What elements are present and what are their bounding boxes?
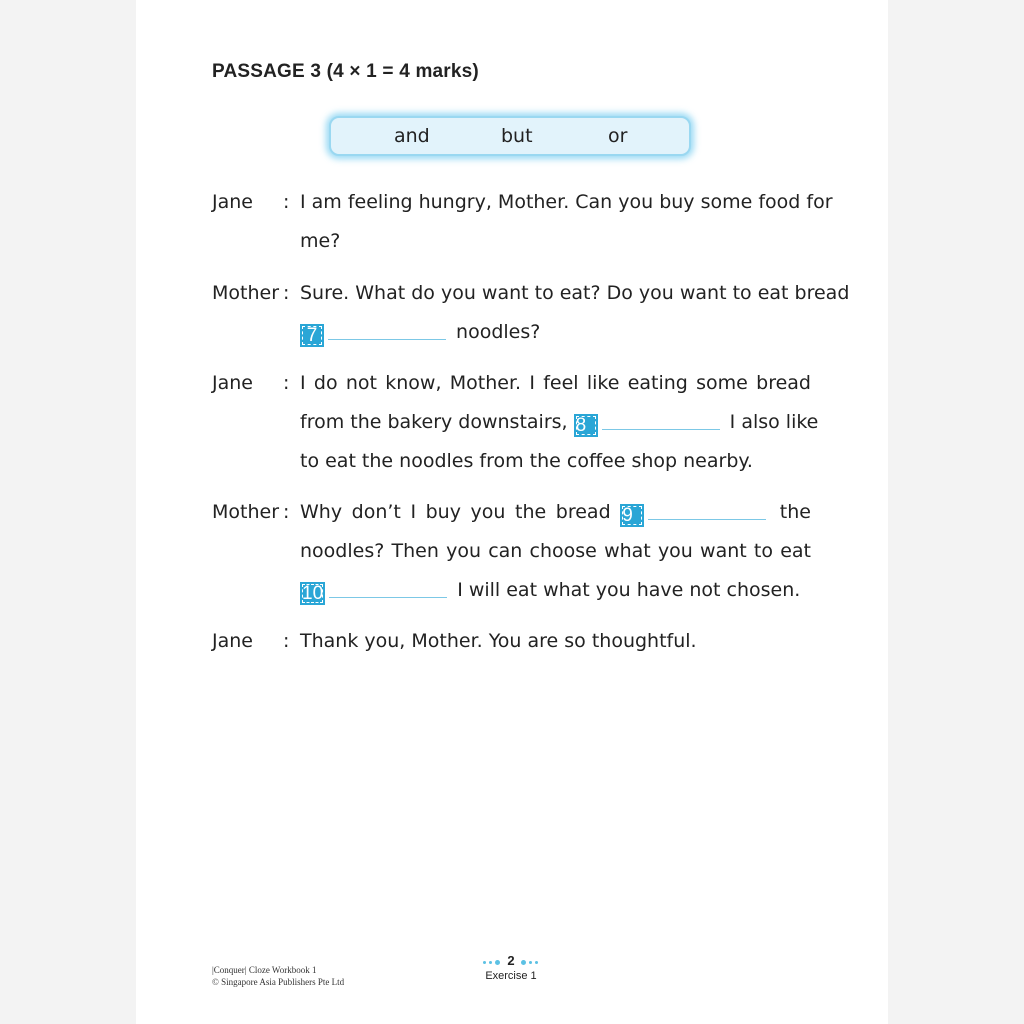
dialogue-text: I will eat what you have not chosen. <box>457 579 801 601</box>
dialogue-line: noodles? Then you can choose what you want to eat <box>300 540 811 562</box>
dot-icon <box>535 961 538 964</box>
answer-blank-10[interactable] <box>329 579 447 598</box>
dot-icon <box>489 961 492 964</box>
speaker-jane-2: Jane <box>212 372 253 394</box>
dialogue-text: Why don’t I buy you the bread <box>300 501 611 523</box>
word-bank-but: but <box>501 125 533 147</box>
dialogue-line: me? <box>300 230 341 252</box>
dialogue-line: Thank you, Mother. You are so thoughtful. <box>300 630 697 652</box>
dialogue-line <box>300 410 819 437</box>
dialogue-line: to eat the noodles from the coffee shop nearby. <box>300 450 753 472</box>
question-number-10: 10 <box>302 583 324 604</box>
footer-book-title: |Conquer| Cloze Workbook 1 <box>212 965 317 975</box>
dialogue-line <box>300 320 811 347</box>
dot-icon <box>495 960 500 965</box>
dialogue-line <box>300 500 811 527</box>
dialogue-line: I am feeling hungry, Mother. Can you buy some food for <box>300 191 833 213</box>
speaker-colon: : <box>283 282 290 304</box>
dialogue-line: Sure. What do you want to eat? Do you want to eat bread <box>300 282 850 304</box>
answer-blank-9[interactable] <box>648 501 766 520</box>
speaker-colon: : <box>283 501 290 523</box>
exercise-label: Exercise 1 <box>485 970 537 982</box>
footer-copyright: © Singapore Asia Publishers Pte Ltd <box>212 977 345 987</box>
dot-icon <box>529 961 532 964</box>
answer-blank-7[interactable] <box>328 321 446 340</box>
dialogue-line: I do not know, Mother. I feel like eating some bread <box>300 372 811 394</box>
speaker-jane-1: Jane <box>212 191 253 213</box>
page-number: 2 <box>507 953 515 968</box>
word-bank-and: and <box>394 125 430 147</box>
speaker-mother-2: Mother <box>212 501 280 523</box>
dialogue-text: the <box>779 501 811 523</box>
speaker-colon: : <box>283 191 290 213</box>
dialogue-text: I also like <box>729 411 819 433</box>
dot-icon <box>483 961 486 964</box>
question-number-7: 7 <box>300 324 324 347</box>
word-bank-or: or <box>608 125 628 147</box>
speaker-mother-1: Mother <box>212 282 280 304</box>
dialogue-text: from the bakery downstairs, <box>300 411 568 433</box>
dialogue-line <box>300 578 811 605</box>
speaker-colon: : <box>283 372 290 394</box>
speaker-colon: : <box>283 630 290 652</box>
answer-blank-8[interactable] <box>602 411 720 430</box>
dialogue-text: noodles? <box>456 321 541 343</box>
dot-icon <box>521 960 526 965</box>
passage-title: PASSAGE 3 (4 × 1 = 4 marks) <box>212 61 479 82</box>
question-number-9: 9 <box>620 504 644 527</box>
question-number-8: 8 <box>574 414 598 437</box>
speaker-jane-3: Jane <box>212 630 253 652</box>
